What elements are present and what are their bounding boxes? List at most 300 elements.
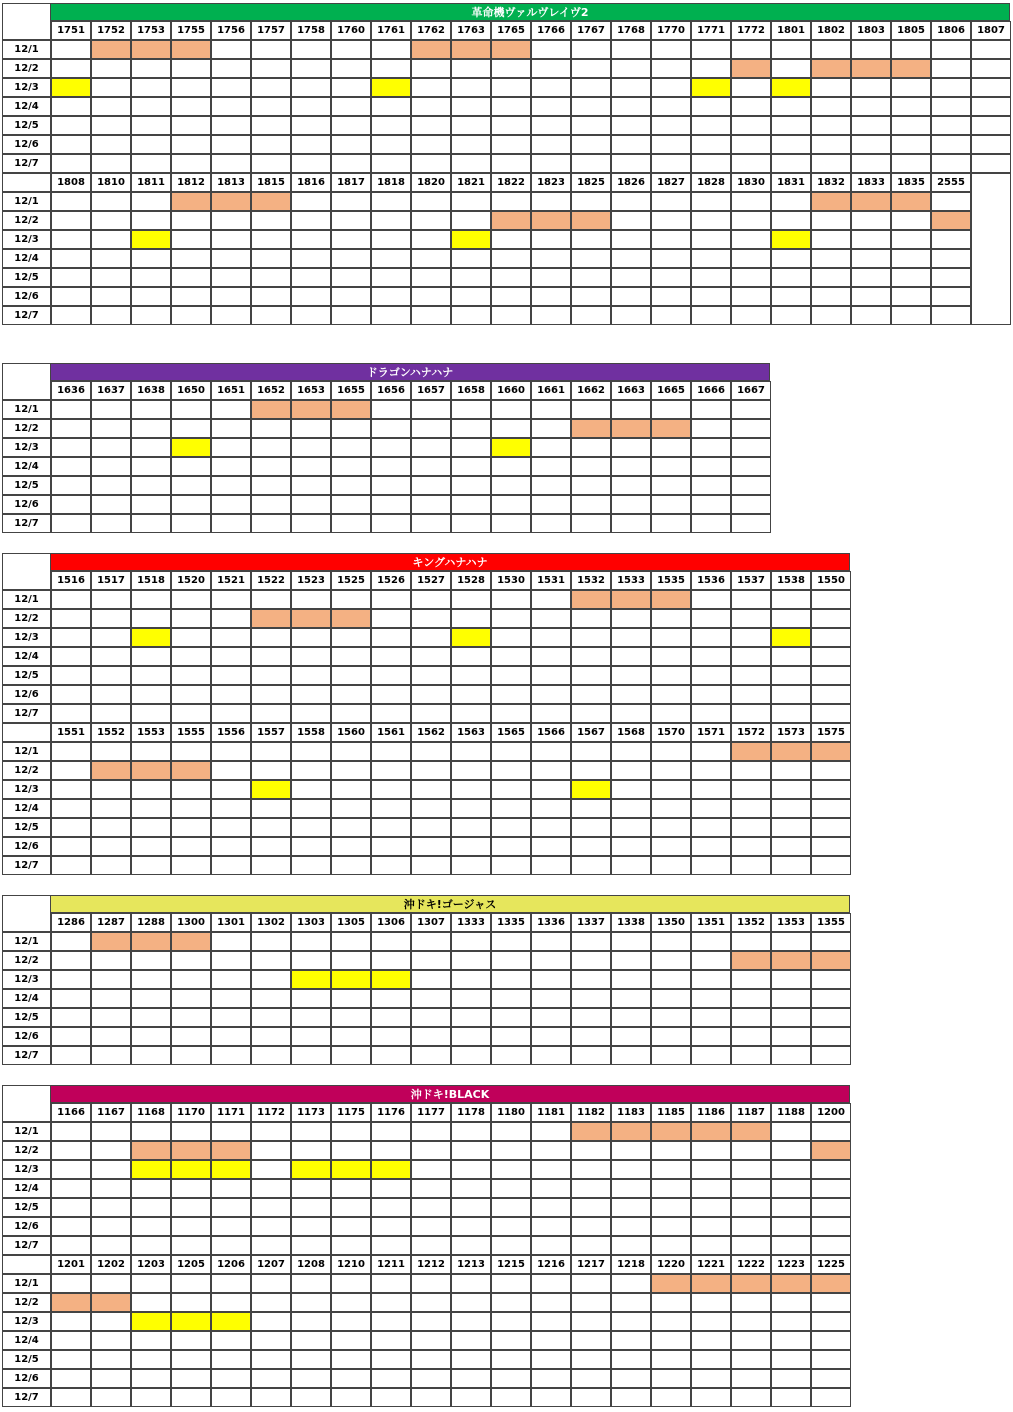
schedule-cell xyxy=(91,135,131,154)
schedule-cell xyxy=(371,1027,411,1046)
unit-number-header: 1202 xyxy=(91,1255,131,1274)
schedule-cell xyxy=(131,951,171,970)
marked-cell xyxy=(571,419,611,438)
schedule-cell xyxy=(771,306,811,325)
schedule-cell xyxy=(451,287,491,306)
schedule-cell xyxy=(731,1293,771,1312)
schedule-cell xyxy=(51,1388,91,1407)
schedule-cell xyxy=(171,989,211,1008)
schedule-cell xyxy=(91,1027,131,1046)
schedule-cell xyxy=(411,59,451,78)
schedule-cell xyxy=(771,609,811,628)
schedule-cell xyxy=(651,287,691,306)
unit-number-header: 1568 xyxy=(611,723,651,742)
schedule-cell xyxy=(51,192,91,211)
schedule-cell xyxy=(891,154,931,173)
schedule-cell xyxy=(811,685,851,704)
schedule-cell xyxy=(651,761,691,780)
unit-number-header: 1772 xyxy=(731,21,771,40)
schedule-cell xyxy=(91,1141,131,1160)
schedule-cell xyxy=(291,761,331,780)
schedule-cell xyxy=(211,590,251,609)
schedule-cell xyxy=(571,609,611,628)
schedule-cell xyxy=(771,932,811,951)
schedule-cell xyxy=(411,97,451,116)
schedule-cell xyxy=(531,400,571,419)
schedule-cell xyxy=(611,249,651,268)
schedule-cell xyxy=(611,609,651,628)
schedule-cell xyxy=(891,135,931,154)
unit-number-header: 1650 xyxy=(171,381,211,400)
schedule-cell xyxy=(171,951,211,970)
schedule-cell xyxy=(51,476,91,495)
schedule-cell xyxy=(51,1122,91,1141)
schedule-cell xyxy=(611,287,651,306)
schedule-cell xyxy=(91,514,131,533)
schedule-cell xyxy=(531,1236,571,1255)
schedule-cell xyxy=(331,951,371,970)
unit-number-header: 1756 xyxy=(211,21,251,40)
schedule-cell xyxy=(811,1312,851,1331)
schedule-cell xyxy=(771,989,811,1008)
schedule-cell xyxy=(531,837,571,856)
day-label: 12/4 xyxy=(2,989,51,1008)
schedule-cell xyxy=(211,135,251,154)
schedule-cell xyxy=(131,59,171,78)
schedule-cell xyxy=(691,932,731,951)
unit-number-header: 1565 xyxy=(491,723,531,742)
schedule-cell xyxy=(131,78,171,97)
schedule-cell xyxy=(91,1331,131,1350)
day-label: 12/1 xyxy=(2,1122,51,1141)
marked-cell xyxy=(131,628,171,647)
unit-number-header: 1810 xyxy=(91,173,131,192)
unit-number-header: 1575 xyxy=(811,723,851,742)
schedule-cell xyxy=(691,419,731,438)
schedule-cell xyxy=(451,666,491,685)
schedule-cell xyxy=(571,1141,611,1160)
schedule-cell xyxy=(171,799,211,818)
schedule-cell xyxy=(691,970,731,989)
schedule-cell xyxy=(731,268,771,287)
schedule-cell xyxy=(491,1236,531,1255)
schedule-cell xyxy=(331,192,371,211)
schedule-cell xyxy=(731,40,771,59)
unit-number-header: 1185 xyxy=(651,1103,691,1122)
schedule-cell xyxy=(411,818,451,837)
schedule-cell xyxy=(771,287,811,306)
schedule-cell xyxy=(371,666,411,685)
unit-number-header: 1557 xyxy=(251,723,291,742)
schedule-cell xyxy=(411,154,451,173)
schedule-cell xyxy=(451,704,491,723)
schedule-cell xyxy=(771,268,811,287)
schedule-cell xyxy=(251,230,291,249)
schedule-cell xyxy=(811,666,851,685)
schedule-cell xyxy=(771,1236,811,1255)
schedule-cell xyxy=(291,1312,331,1331)
schedule-cell xyxy=(491,1217,531,1236)
schedule-cell xyxy=(451,1122,491,1141)
schedule-cell xyxy=(251,1160,291,1179)
schedule-cell xyxy=(571,1046,611,1065)
schedule-cell xyxy=(651,1027,691,1046)
schedule-cell xyxy=(251,970,291,989)
schedule-cell xyxy=(611,495,651,514)
schedule-cell xyxy=(371,761,411,780)
schedule-cell xyxy=(611,1369,651,1388)
schedule-cell xyxy=(811,1160,851,1179)
marked-cell xyxy=(811,192,851,211)
schedule-cell xyxy=(371,628,411,647)
schedule-cell xyxy=(611,1350,651,1369)
schedule-cell xyxy=(491,1350,531,1369)
schedule-cell xyxy=(371,1236,411,1255)
schedule-cell xyxy=(331,59,371,78)
schedule-cell xyxy=(811,818,851,837)
schedule-cell xyxy=(771,116,811,135)
schedule-cell xyxy=(331,1046,371,1065)
schedule-cell xyxy=(251,1046,291,1065)
schedule-cell xyxy=(251,1217,291,1236)
schedule-cell xyxy=(291,1198,331,1217)
schedule-cell xyxy=(611,837,651,856)
schedule-cell xyxy=(411,211,451,230)
schedule-cell xyxy=(331,97,371,116)
schedule-cell xyxy=(171,476,211,495)
schedule-cell xyxy=(451,1293,491,1312)
schedule-cell xyxy=(811,1236,851,1255)
schedule-cell xyxy=(691,1027,731,1046)
schedule-cell xyxy=(611,1312,651,1331)
schedule-cell xyxy=(771,1122,811,1141)
schedule-cell xyxy=(611,306,651,325)
unit-number-header: 1802 xyxy=(811,21,851,40)
schedule-cell xyxy=(811,1198,851,1217)
schedule-cell xyxy=(411,951,451,970)
schedule-cell xyxy=(731,666,771,685)
schedule-cell xyxy=(51,628,91,647)
schedule-cell xyxy=(91,818,131,837)
schedule-cell xyxy=(371,1046,411,1065)
schedule-cell xyxy=(451,1388,491,1407)
schedule-cell xyxy=(691,628,731,647)
schedule-cell xyxy=(851,287,891,306)
schedule-cell xyxy=(371,457,411,476)
schedule-cell xyxy=(411,495,451,514)
schedule-cell xyxy=(491,704,531,723)
unit-number-header: 1767 xyxy=(571,21,611,40)
schedule-cell xyxy=(211,97,251,116)
schedule-cell xyxy=(131,1274,171,1293)
unit-number-header: 1301 xyxy=(211,913,251,932)
schedule-cell xyxy=(811,97,851,116)
schedule-cell xyxy=(651,799,691,818)
schedule-cell xyxy=(291,1046,331,1065)
schedule-cell xyxy=(691,154,731,173)
schedule-cell xyxy=(891,211,931,230)
schedule-cell xyxy=(571,742,611,761)
schedule-cell xyxy=(731,590,771,609)
unit-number-header: 1533 xyxy=(611,571,651,590)
schedule-cell xyxy=(491,287,531,306)
marked-cell xyxy=(571,590,611,609)
unit-number-header: 1760 xyxy=(331,21,371,40)
schedule-cell xyxy=(291,590,331,609)
unit-number-header: 1525 xyxy=(331,571,371,590)
unit-number-header: 1660 xyxy=(491,381,531,400)
schedule-cell xyxy=(131,1198,171,1217)
unit-number-header: 1753 xyxy=(131,21,171,40)
schedule-cell xyxy=(411,230,451,249)
unit-number-header: 1552 xyxy=(91,723,131,742)
schedule-cell xyxy=(251,135,291,154)
schedule-cell xyxy=(531,951,571,970)
schedule-cell xyxy=(451,1179,491,1198)
schedule-cell xyxy=(331,40,371,59)
schedule-cell xyxy=(611,1141,651,1160)
schedule-cell xyxy=(771,1350,811,1369)
schedule-cell xyxy=(171,154,211,173)
schedule-cell xyxy=(91,742,131,761)
schedule-cell xyxy=(811,287,851,306)
schedule-cell xyxy=(691,400,731,419)
schedule-cell xyxy=(731,1141,771,1160)
schedule-cell xyxy=(971,116,1011,135)
schedule-cell xyxy=(131,647,171,666)
schedule-cell xyxy=(51,932,91,951)
schedule-cell xyxy=(571,1236,611,1255)
unit-number-header: 1651 xyxy=(211,381,251,400)
schedule-cell xyxy=(931,287,971,306)
schedule-cell xyxy=(131,799,171,818)
schedule-cell xyxy=(331,1141,371,1160)
schedule-cell xyxy=(91,799,131,818)
unit-number-header: 1771 xyxy=(691,21,731,40)
schedule-cell xyxy=(251,1236,291,1255)
schedule-cell xyxy=(611,1008,651,1027)
schedule-cell xyxy=(411,989,451,1008)
schedule-cell xyxy=(491,1388,531,1407)
day-label: 12/5 xyxy=(2,1198,51,1217)
schedule-cell xyxy=(211,287,251,306)
schedule-cell xyxy=(651,780,691,799)
schedule-cell xyxy=(331,1312,371,1331)
schedule-cell xyxy=(531,989,571,1008)
schedule-cell xyxy=(491,116,531,135)
schedule-cell xyxy=(531,780,571,799)
marked-cell xyxy=(771,1274,811,1293)
schedule-cell xyxy=(251,1312,291,1331)
schedule-cell xyxy=(211,249,251,268)
schedule-cell xyxy=(211,419,251,438)
schedule-cell xyxy=(371,400,411,419)
schedule-cell xyxy=(571,78,611,97)
schedule-cell xyxy=(411,856,451,875)
schedule-cell xyxy=(851,116,891,135)
schedule-cell xyxy=(251,1141,291,1160)
schedule-cell xyxy=(451,1141,491,1160)
unit-number-header: 1666 xyxy=(691,381,731,400)
schedule-cell xyxy=(371,40,411,59)
schedule-cell xyxy=(171,1008,211,1027)
schedule-cell xyxy=(691,761,731,780)
schedule-cell xyxy=(531,1179,571,1198)
schedule-cell xyxy=(651,1388,691,1407)
schedule-cell xyxy=(651,647,691,666)
schedule-cell xyxy=(371,1141,411,1160)
unit-number-header: 1755 xyxy=(171,21,211,40)
unit-number-header: 1572 xyxy=(731,723,771,742)
schedule-cell xyxy=(571,457,611,476)
schedule-cell xyxy=(731,400,771,419)
schedule-cell xyxy=(411,1217,451,1236)
schedule-cell xyxy=(651,628,691,647)
unit-number-header: 1808 xyxy=(51,173,91,192)
unit-number-header: 1181 xyxy=(531,1103,571,1122)
schedule-cell xyxy=(811,230,851,249)
schedule-cell xyxy=(331,476,371,495)
schedule-cell xyxy=(411,837,451,856)
day-label: 12/4 xyxy=(2,97,51,116)
schedule-cell xyxy=(331,1198,371,1217)
schedule-cell xyxy=(731,249,771,268)
schedule-cell xyxy=(531,230,571,249)
schedule-cell xyxy=(171,419,211,438)
schedule-cell xyxy=(51,400,91,419)
schedule-cell xyxy=(491,135,531,154)
schedule-cell xyxy=(251,514,291,533)
schedule-cell xyxy=(291,647,331,666)
schedule-cell xyxy=(451,400,491,419)
schedule-cell xyxy=(411,1198,451,1217)
schedule-cell xyxy=(51,1217,91,1236)
unit-number-header: 1803 xyxy=(851,21,891,40)
unit-number-header: 1182 xyxy=(571,1103,611,1122)
schedule-cell xyxy=(91,97,131,116)
schedule-cell xyxy=(211,154,251,173)
unit-number-header: 1527 xyxy=(411,571,451,590)
unit-number-header: 1186 xyxy=(691,1103,731,1122)
schedule-cell xyxy=(691,268,731,287)
schedule-cell xyxy=(131,1122,171,1141)
schedule-cell xyxy=(731,1312,771,1331)
day-label: 12/1 xyxy=(2,40,51,59)
schedule-cell xyxy=(491,799,531,818)
schedule-cell xyxy=(251,306,291,325)
schedule-cell xyxy=(851,40,891,59)
schedule-cell xyxy=(371,818,411,837)
unit-number-header: 1333 xyxy=(451,913,491,932)
schedule-cell xyxy=(531,59,571,78)
marked-cell xyxy=(451,40,491,59)
schedule-cell xyxy=(531,287,571,306)
schedule-cell xyxy=(51,1331,91,1350)
marked-cell xyxy=(51,1293,91,1312)
schedule-cell xyxy=(651,1008,691,1027)
schedule-cell xyxy=(451,476,491,495)
marked-cell xyxy=(811,59,851,78)
schedule-cell xyxy=(171,1122,211,1141)
schedule-cell xyxy=(571,1331,611,1350)
schedule-cell xyxy=(291,78,331,97)
schedule-cell xyxy=(651,514,691,533)
unit-number-header: 1180 xyxy=(491,1103,531,1122)
schedule-cell xyxy=(771,192,811,211)
schedule-cell xyxy=(611,97,651,116)
schedule-cell xyxy=(371,780,411,799)
schedule-cell xyxy=(291,1293,331,1312)
day-label: 12/6 xyxy=(2,1027,51,1046)
schedule-cell xyxy=(291,1027,331,1046)
schedule-cell xyxy=(251,249,291,268)
marked-cell xyxy=(331,1160,371,1179)
schedule-cell xyxy=(131,1331,171,1350)
schedule-cell xyxy=(731,856,771,875)
schedule-cell xyxy=(691,1179,731,1198)
marked-cell xyxy=(131,230,171,249)
schedule-cell xyxy=(811,1179,851,1198)
schedule-cell xyxy=(251,1179,291,1198)
schedule-cell xyxy=(91,1350,131,1369)
schedule-cell xyxy=(251,211,291,230)
day-label: 12/2 xyxy=(2,1141,51,1160)
schedule-cell xyxy=(811,837,851,856)
unit-number-header: 1752 xyxy=(91,21,131,40)
marked-cell xyxy=(171,1312,211,1331)
schedule-cell xyxy=(691,306,731,325)
schedule-cell xyxy=(651,1198,691,1217)
schedule-cell xyxy=(211,742,251,761)
schedule-cell xyxy=(331,306,371,325)
schedule-cell xyxy=(531,135,571,154)
marked-cell xyxy=(211,192,251,211)
schedule-cell xyxy=(371,989,411,1008)
schedule-cell xyxy=(251,1122,291,1141)
schedule-cell xyxy=(171,211,211,230)
day-label: 12/5 xyxy=(2,666,51,685)
schedule-cell xyxy=(811,211,851,230)
unit-number-header: 1207 xyxy=(251,1255,291,1274)
schedule-cell xyxy=(131,1293,171,1312)
marked-cell xyxy=(131,932,171,951)
schedule-cell xyxy=(731,135,771,154)
schedule-cell xyxy=(211,1236,251,1255)
schedule-cell xyxy=(651,1369,691,1388)
schedule-cell xyxy=(51,59,91,78)
schedule-cell xyxy=(371,135,411,154)
schedule-cell xyxy=(211,495,251,514)
schedule-cell xyxy=(251,1008,291,1027)
schedule-cell xyxy=(611,799,651,818)
schedule-cell xyxy=(691,1312,731,1331)
schedule-cell xyxy=(611,514,651,533)
schedule-cell xyxy=(731,818,771,837)
marked-cell xyxy=(491,40,531,59)
row-label-blank xyxy=(2,1255,51,1274)
unit-number-header: 1187 xyxy=(731,1103,771,1122)
schedule-cell xyxy=(171,647,211,666)
corner-cell xyxy=(2,3,51,40)
schedule-cell xyxy=(171,970,211,989)
schedule-cell xyxy=(451,799,491,818)
schedule-cell xyxy=(451,59,491,78)
day-label: 12/2 xyxy=(2,59,51,78)
marked-cell xyxy=(811,1141,851,1160)
schedule-cell xyxy=(971,78,1011,97)
schedule-cell xyxy=(851,78,891,97)
schedule-cell xyxy=(91,116,131,135)
